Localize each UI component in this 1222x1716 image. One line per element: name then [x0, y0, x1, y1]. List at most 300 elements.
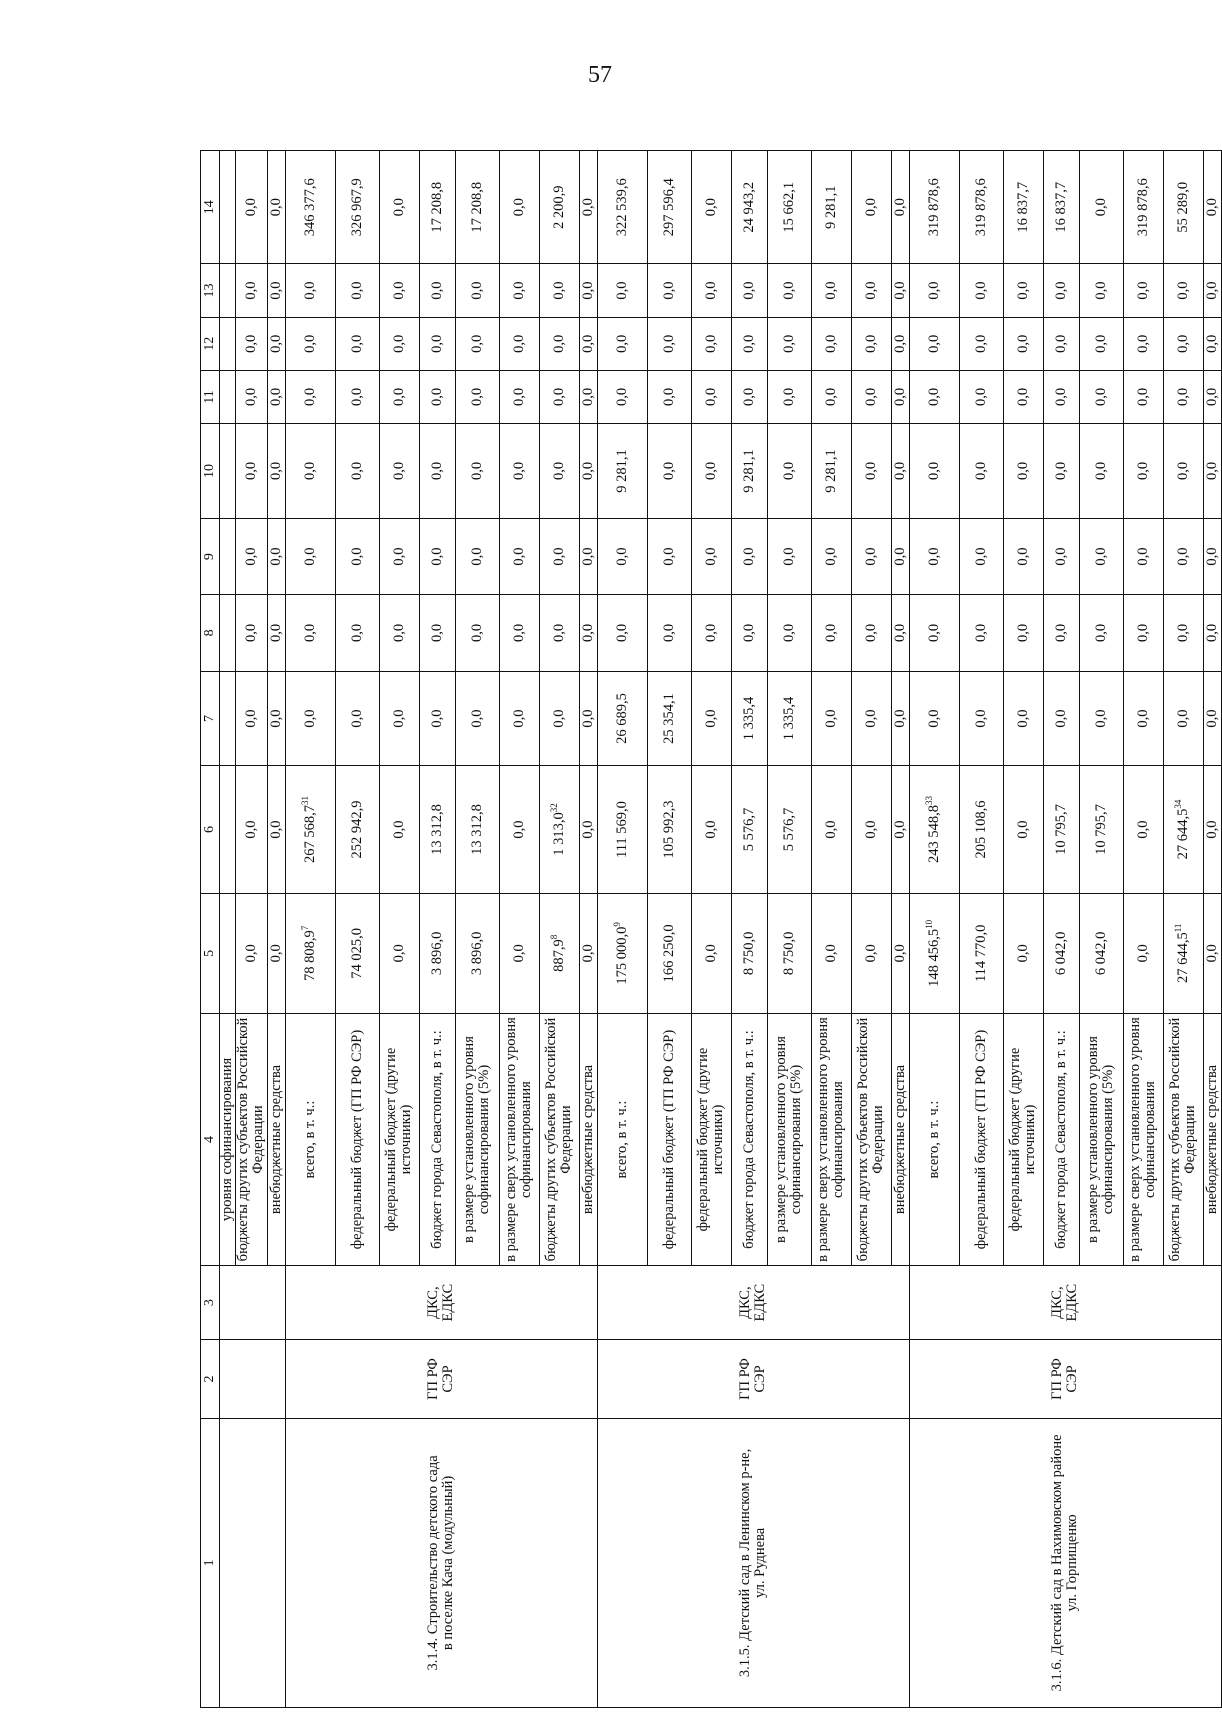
value-cell: 0,0: [455, 264, 499, 317]
executor-cell: ДКС, ЕДКС: [909, 1266, 1221, 1340]
value-cell: 0,0: [959, 424, 1003, 519]
value-cell: 0,0: [236, 766, 267, 893]
value-cell: 3 896,0: [419, 893, 455, 1013]
footnote-marker: 34: [1172, 799, 1183, 809]
value-cell: 0,0: [909, 595, 959, 671]
value-cell: 0,0: [1043, 317, 1079, 370]
value-cell: 0,0: [285, 671, 335, 766]
value-cell: 0,0: [1003, 671, 1043, 766]
funding-source-label: в размере установленного уровня софинансирования (5%): [455, 1013, 499, 1265]
value-cell: 0,0: [499, 151, 539, 264]
value-cell: 0,0: [499, 671, 539, 766]
value-cell: 0,0: [419, 424, 455, 519]
value-cell: 0,0: [236, 671, 267, 766]
value-cell: 0,0: [1123, 893, 1163, 1013]
value-cell: 0,0: [335, 424, 379, 519]
value-cell: 0,0: [539, 424, 579, 519]
project-name: [597, 1418, 909, 1707]
value-cell: 0,0: [419, 264, 455, 317]
column-header-4: 4: [201, 1013, 220, 1265]
value-cell: 0,0: [267, 317, 285, 370]
value-cell: 0,0: [691, 370, 731, 423]
value-cell: 0,0: [647, 595, 691, 671]
value-cell: [220, 151, 236, 264]
executor-cell: ДКС, ЕДКС: [597, 1266, 909, 1340]
value-cell: 175 000,0$^9$: [597, 893, 647, 1013]
value-cell: 0,0: [851, 671, 891, 766]
value-cell: 0,0: [1079, 317, 1123, 370]
value-cell: 0,0: [851, 370, 891, 423]
column-header-12: 12: [201, 317, 220, 370]
value-cell: 267 568,7$^{31}$: [285, 766, 335, 893]
value-cell: 15 662,1: [767, 151, 811, 264]
value-cell: 0,0: [851, 766, 891, 893]
footnote-marker: 33: [923, 796, 934, 806]
value-cell: 0,0: [891, 317, 909, 370]
value-cell: 0,0: [891, 518, 909, 594]
funding-source-label: в размере сверх установленного уровня софинансирования: [499, 1013, 539, 1265]
value-cell: 9 281,1: [811, 424, 851, 519]
value-cell: 0,0: [691, 766, 731, 893]
value-cell: 0,0: [1163, 671, 1203, 766]
value-cell: 0,0: [236, 317, 267, 370]
table-row: [909, 151, 959, 1708]
funding-source-label: бюджет города Севастополя, в т. ч.:: [1043, 1013, 1079, 1265]
value-cell: 0,0: [1203, 766, 1221, 893]
value-cell: 205 108,6: [959, 766, 1003, 893]
value-cell: 0,0: [379, 264, 419, 317]
value-cell: 0,0: [285, 264, 335, 317]
value-cell: 0,0: [691, 518, 731, 594]
value-cell: 0,0: [579, 370, 597, 423]
value-cell: 0,0: [499, 766, 539, 893]
value-cell: 0,0: [1203, 424, 1221, 519]
funding-source-label: всего, в т. ч.:: [909, 1013, 959, 1265]
value-cell: 0,0: [379, 370, 419, 423]
value-cell: 319 878,6: [1123, 151, 1163, 264]
value-cell: 0,0: [1123, 264, 1163, 317]
value-cell: 0,0: [1163, 595, 1203, 671]
project-name: [285, 1418, 597, 1707]
value-cell: 0,0: [379, 595, 419, 671]
value-cell: 0,0: [767, 595, 811, 671]
value-cell: 0,0: [285, 370, 335, 423]
value-cell: 0,0: [691, 151, 731, 264]
value-cell: 0,0: [1123, 370, 1163, 423]
value-cell: 74 025,0: [335, 893, 379, 1013]
value-cell: 0,0: [691, 264, 731, 317]
value-cell: 0,0: [499, 893, 539, 1013]
value-cell: 0,0: [959, 264, 1003, 317]
budget-table: [200, 150, 1222, 1708]
value-cell: 166 250,0: [647, 893, 691, 1013]
footnote-marker: 9: [611, 922, 622, 927]
value-cell: 0,0: [267, 264, 285, 317]
value-cell: 1 335,4: [767, 671, 811, 766]
value-cell: 114 770,0: [959, 893, 1003, 1013]
value-cell: 0,0: [891, 893, 909, 1013]
value-cell: 0,0: [236, 424, 267, 519]
value-cell: 55 289,0: [1163, 151, 1203, 264]
value-cell: 0,0: [335, 264, 379, 317]
value-cell: 0,0: [335, 518, 379, 594]
value-cell: 0,0: [1123, 595, 1163, 671]
value-cell: 105 992,3: [647, 766, 691, 893]
value-cell: 0,0: [811, 671, 851, 766]
value-cell: 0,0: [379, 766, 419, 893]
funding-source-label: бюджеты других субъектов Российской Федерации: [851, 1013, 891, 1265]
project-name-line2: в поселке Кача (модульный): [440, 1475, 457, 1651]
value-cell: 0,0: [811, 893, 851, 1013]
value-cell: 0,0: [891, 766, 909, 893]
project-name-line1: 3.1.6. Детский сад в Нахимовском районе: [1048, 1434, 1065, 1692]
value-cell: 0,0: [691, 893, 731, 1013]
value-cell: 0,0: [1203, 518, 1221, 594]
value-cell: 0,0: [579, 671, 597, 766]
value-cell: 0,0: [1079, 264, 1123, 317]
value-cell: 0,0: [579, 893, 597, 1013]
value-cell: 0,0: [851, 151, 891, 264]
value-cell: 0,0: [647, 424, 691, 519]
value-cell: 0,0: [419, 671, 455, 766]
value-cell: 0,0: [691, 424, 731, 519]
value-cell: 0,0: [236, 151, 267, 264]
value-cell: 0,0: [1003, 893, 1043, 1013]
value-cell: 0,0: [499, 264, 539, 317]
value-cell: 0,0: [499, 595, 539, 671]
value-cell: 0,0: [1003, 317, 1043, 370]
value-cell: 17 208,8: [455, 151, 499, 264]
value-cell: [220, 893, 236, 1013]
value-cell: 27 644,5$^{11}$: [1163, 893, 1203, 1013]
executor-cell: ДКС, ЕДКС: [285, 1266, 597, 1340]
value-cell: 0,0: [419, 317, 455, 370]
page-number: 57: [588, 62, 612, 88]
value-cell: 0,0: [335, 370, 379, 423]
empty-cell: [220, 1266, 286, 1340]
value-cell: 26 689,5: [597, 671, 647, 766]
value-cell: [220, 370, 236, 423]
value-cell: 0,0: [647, 518, 691, 594]
value-cell: 0,0: [1079, 424, 1123, 519]
value-cell: 0,0: [891, 264, 909, 317]
value-cell: 252 942,9: [335, 766, 379, 893]
value-cell: 0,0: [579, 595, 597, 671]
value-cell: 0,0: [1003, 424, 1043, 519]
column-header-9: 9: [201, 518, 220, 594]
value-cell: 0,0: [455, 317, 499, 370]
value-cell: 0,0: [1043, 518, 1079, 594]
value-cell: 6 042,0: [1043, 893, 1079, 1013]
value-cell: 0,0: [851, 595, 891, 671]
value-cell: [220, 671, 236, 766]
value-cell: 0,0: [851, 424, 891, 519]
column-header-14: 14: [201, 151, 220, 264]
footnote-marker: 11: [1172, 923, 1183, 933]
value-cell: 0,0: [909, 424, 959, 519]
value-cell: [220, 264, 236, 317]
column-header-row: [201, 151, 220, 1708]
value-cell: 0,0: [959, 671, 1003, 766]
program-cell: ГП РФ СЭР: [597, 1340, 909, 1419]
column-header-2: 2: [201, 1340, 220, 1419]
value-cell: 10 795,7: [1079, 766, 1123, 893]
value-cell: 0,0: [891, 671, 909, 766]
value-cell: 78 808,9$^7$: [285, 893, 335, 1013]
funding-source-label: федеральный бюджет (другие источники): [1003, 1013, 1043, 1265]
value-cell: 0,0: [285, 595, 335, 671]
value-cell: 0,0: [767, 424, 811, 519]
project-name-line2: ул. Горпищенко: [1064, 1514, 1081, 1612]
value-cell: 887,9$^8$: [539, 893, 579, 1013]
value-cell: 13 312,8: [455, 766, 499, 893]
column-header-6: 6: [201, 766, 220, 893]
value-cell: 0,0: [1203, 671, 1221, 766]
value-cell: 0,0: [691, 595, 731, 671]
value-cell: 0,0: [597, 264, 647, 317]
value-cell: 0,0: [1163, 424, 1203, 519]
empty-cell: [220, 1340, 286, 1419]
value-cell: 0,0: [767, 518, 811, 594]
value-cell: 9 281,1: [731, 424, 767, 519]
project-name-line1: 3.1.4. Строительство детского сада: [424, 1455, 441, 1671]
value-cell: 0,0: [959, 317, 1003, 370]
value-cell: 0,0: [647, 370, 691, 423]
column-header-7: 7: [201, 671, 220, 766]
value-cell: 0,0: [1203, 264, 1221, 317]
value-cell: 0,0: [891, 151, 909, 264]
value-cell: 0,0: [455, 595, 499, 671]
footnote-marker: 7: [299, 925, 310, 931]
funding-source-label: всего, в т. ч.:: [285, 1013, 335, 1265]
footnote-marker: 10: [923, 919, 934, 929]
value-cell: 0,0: [1163, 264, 1203, 317]
value-cell: 0,0: [499, 317, 539, 370]
value-cell: 9 281,1: [597, 424, 647, 519]
value-cell: 0,0: [335, 595, 379, 671]
value-cell: 0,0: [1123, 671, 1163, 766]
value-cell: 0,0: [891, 424, 909, 519]
value-cell: 10 795,7: [1043, 766, 1079, 893]
value-cell: [220, 595, 236, 671]
value-cell: 0,0: [851, 317, 891, 370]
value-cell: 0,0: [909, 671, 959, 766]
program-cell: ГП РФ СЭР: [909, 1340, 1221, 1419]
column-header-3: 3: [201, 1266, 220, 1340]
project-name: [909, 1418, 1221, 1707]
value-cell: 0,0: [236, 370, 267, 423]
value-cell: 5 576,7: [731, 766, 767, 893]
value-cell: 0,0: [1043, 424, 1079, 519]
value-cell: 0,0: [236, 595, 267, 671]
value-cell: 0,0: [285, 424, 335, 519]
value-cell: 0,0: [851, 264, 891, 317]
value-cell: 3 896,0: [455, 893, 499, 1013]
value-cell: 0,0: [959, 518, 1003, 594]
value-cell: 0,0: [579, 518, 597, 594]
column-header-5: 5: [201, 893, 220, 1013]
funding-source-label: федеральный бюджет (другие источники): [379, 1013, 419, 1265]
value-cell: 0,0: [1079, 671, 1123, 766]
rotated-table-container: [200, 150, 1220, 1708]
funding-source-label: всего, в т. ч.:: [597, 1013, 647, 1265]
value-cell: 0,0: [1123, 424, 1163, 519]
value-cell: 0,0: [811, 317, 851, 370]
value-cell: 0,0: [811, 595, 851, 671]
value-cell: [220, 518, 236, 594]
value-cell: 0,0: [285, 518, 335, 594]
value-cell: 0,0: [767, 317, 811, 370]
value-cell: [220, 424, 236, 519]
value-cell: 0,0: [499, 518, 539, 594]
value-cell: 0,0: [285, 317, 335, 370]
funding-source-label: федеральный бюджет (ГП РФ СЭР): [959, 1013, 1003, 1265]
value-cell: 0,0: [1003, 766, 1043, 893]
value-cell: 0,0: [539, 518, 579, 594]
column-header-8: 8: [201, 595, 220, 671]
value-cell: 0,0: [267, 671, 285, 766]
value-cell: 346 377,6: [285, 151, 335, 264]
funding-source-label: в размере установленного уровня софинансирования (5%): [767, 1013, 811, 1265]
value-cell: 25 354,1: [647, 671, 691, 766]
value-cell: 0,0: [379, 893, 419, 1013]
value-cell: 0,0: [539, 264, 579, 317]
value-cell: 0,0: [1043, 370, 1079, 423]
value-cell: 319 878,6: [909, 151, 959, 264]
value-cell: 0,0: [379, 317, 419, 370]
value-cell: 0,0: [1203, 370, 1221, 423]
value-cell: 0,0: [811, 370, 851, 423]
value-cell: 0,0: [539, 370, 579, 423]
value-cell: 0,0: [597, 595, 647, 671]
value-cell: 0,0: [1003, 370, 1043, 423]
value-cell: 0,0: [1203, 893, 1221, 1013]
value-cell: 326 967,9: [335, 151, 379, 264]
value-cell: 0,0: [579, 424, 597, 519]
value-cell: 6 042,0: [1079, 893, 1123, 1013]
value-cell: 0,0: [379, 151, 419, 264]
value-cell: 297 596,4: [647, 151, 691, 264]
value-cell: 0,0: [419, 595, 455, 671]
value-cell: 111 569,0: [597, 766, 647, 893]
value-cell: 0,0: [1043, 264, 1079, 317]
value-cell: 0,0: [267, 518, 285, 594]
empty-cell: [220, 1418, 286, 1707]
value-cell: 0,0: [731, 595, 767, 671]
funding-source-label: внебюджетные средства: [267, 1013, 285, 1265]
value-cell: 0,0: [379, 518, 419, 594]
table-row: [220, 151, 236, 1708]
value-cell: 0,0: [691, 671, 731, 766]
value-cell: 0,0: [379, 424, 419, 519]
value-cell: 17 208,8: [419, 151, 455, 264]
value-cell: 0,0: [909, 317, 959, 370]
value-cell: 319 878,6: [959, 151, 1003, 264]
funding-source-label: бюджет города Севастополя, в т. ч.:: [731, 1013, 767, 1265]
value-cell: 0,0: [539, 671, 579, 766]
value-cell: 0,0: [335, 671, 379, 766]
column-header-13: 13: [201, 264, 220, 317]
value-cell: 0,0: [691, 317, 731, 370]
funding-source-label: бюджеты других субъектов Российской Федерации: [1163, 1013, 1203, 1265]
value-cell: 243 548,8$^{33}$: [909, 766, 959, 893]
value-cell: 0,0: [335, 317, 379, 370]
value-cell: 0,0: [419, 518, 455, 594]
value-cell: 0,0: [851, 893, 891, 1013]
value-cell: 0,0: [1003, 264, 1043, 317]
value-cell: 0,0: [539, 595, 579, 671]
value-cell: 0,0: [1043, 595, 1079, 671]
value-cell: 16 837,7: [1043, 151, 1079, 264]
footnote-marker: 32: [548, 803, 559, 813]
column-header-11: 11: [201, 370, 220, 423]
value-cell: 0,0: [959, 370, 1003, 423]
value-cell: 0,0: [597, 518, 647, 594]
value-cell: 0,0: [267, 766, 285, 893]
value-cell: 0,0: [419, 370, 455, 423]
value-cell: 0,0: [1079, 518, 1123, 594]
value-cell: 148 456,5$^{10}$: [909, 893, 959, 1013]
funding-source-label: уровня софинансирования: [220, 1013, 236, 1265]
value-cell: 0,0: [236, 893, 267, 1013]
value-cell: 0,0: [1203, 317, 1221, 370]
value-cell: 0,0: [811, 264, 851, 317]
funding-source-label: бюджеты других субъектов Российской Федерации: [539, 1013, 579, 1265]
value-cell: 0,0: [767, 264, 811, 317]
value-cell: 0,0: [267, 370, 285, 423]
value-cell: [220, 766, 236, 893]
value-cell: 8 750,0: [767, 893, 811, 1013]
value-cell: 0,0: [731, 264, 767, 317]
value-cell: 0,0: [267, 595, 285, 671]
funding-source-label: в размере сверх установленного уровня софинансирования: [1123, 1013, 1163, 1265]
value-cell: 0,0: [236, 518, 267, 594]
value-cell: 0,0: [1203, 595, 1221, 671]
value-cell: 0,0: [891, 370, 909, 423]
value-cell: 1 335,4: [731, 671, 767, 766]
value-cell: 0,0: [597, 370, 647, 423]
value-cell: 0,0: [1043, 671, 1079, 766]
funding-source-label: федеральный бюджет (ГП РФ СЭР): [647, 1013, 691, 1265]
funding-source-label: внебюджетные средства: [579, 1013, 597, 1265]
funding-source-label: федеральный бюджет (ГП РФ СЭР): [335, 1013, 379, 1265]
value-cell: 0,0: [1163, 317, 1203, 370]
value-cell: 0,0: [891, 595, 909, 671]
value-cell: 0,0: [811, 518, 851, 594]
value-cell: 0,0: [455, 518, 499, 594]
value-cell: 0,0: [767, 370, 811, 423]
value-cell: 0,0: [647, 264, 691, 317]
value-cell: 0,0: [379, 671, 419, 766]
value-cell: [220, 317, 236, 370]
value-cell: 0,0: [731, 317, 767, 370]
table-row: [597, 151, 647, 1708]
value-cell: 0,0: [267, 893, 285, 1013]
value-cell: 0,0: [1003, 518, 1043, 594]
value-cell: 0,0: [579, 766, 597, 893]
value-cell: 13 312,8: [419, 766, 455, 893]
funding-source-label: бюджет города Севастополя, в т. ч.:: [419, 1013, 455, 1265]
value-cell: 322 539,6: [597, 151, 647, 264]
value-cell: 0,0: [455, 424, 499, 519]
funding-source-label: внебюджетные средства: [891, 1013, 909, 1265]
table-row: [285, 151, 335, 1708]
value-cell: 24 943,2: [731, 151, 767, 264]
value-cell: 0,0: [1163, 370, 1203, 423]
value-cell: 0,0: [851, 518, 891, 594]
funding-source-label: в размере сверх установленного уровня софинансирования: [811, 1013, 851, 1265]
value-cell: 27 644,5$^{34}$: [1163, 766, 1203, 893]
